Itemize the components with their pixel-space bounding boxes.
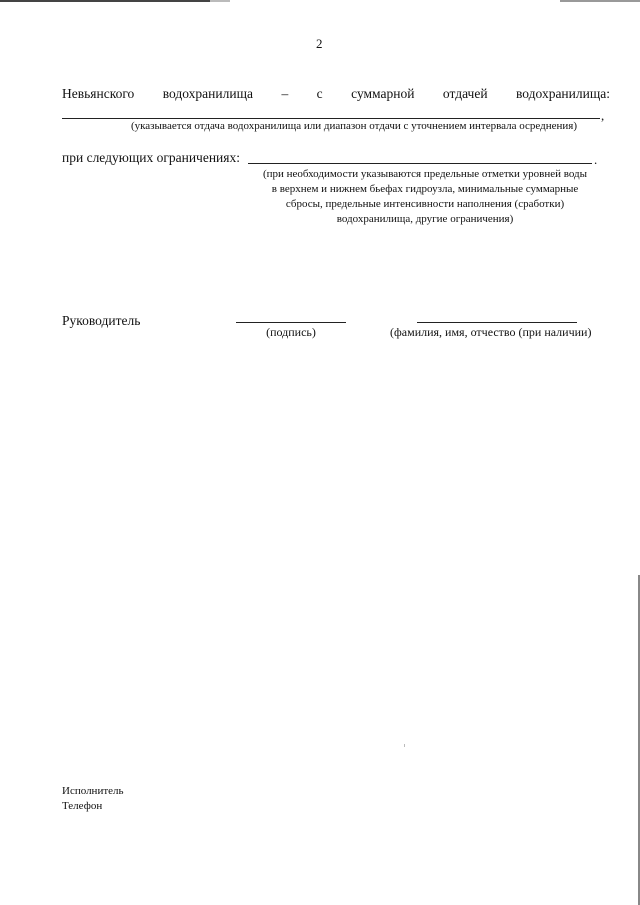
reservoir-output-line <box>62 86 610 106</box>
limits-hint-line: водохранилища, другие ограничения) <box>336 213 514 225</box>
limits-period: . <box>594 152 598 167</box>
output-comma: , <box>601 108 605 123</box>
name-line[interactable] <box>417 322 577 323</box>
limits-hint-line: сбросы, предельные интенсивности наполнения (сработки) <box>285 198 565 210</box>
reservoir-word: с <box>316 86 323 101</box>
limits-fill-line[interactable] <box>248 163 592 164</box>
limits-hint-line: в верхнем и нижнем бьефах гидроузла, минимальные суммарные <box>271 183 579 195</box>
scan-speck <box>404 744 405 747</box>
executor-block <box>62 784 124 814</box>
output-fill-line[interactable] <box>62 118 600 119</box>
signature-line[interactable] <box>236 322 346 323</box>
reservoir-word: суммарной <box>351 86 415 101</box>
limits-label: при следующих ограничениях: <box>62 150 240 165</box>
name-caption: (фамилия, имя, отчество (при наличии) <box>390 325 592 339</box>
reservoir-word: водохранилища <box>162 86 253 101</box>
phone-label: Телефон <box>62 800 103 812</box>
reservoir-word: Невьянского <box>62 86 135 101</box>
reservoir-word: – <box>281 86 289 101</box>
signature-caption: (подпись) <box>266 325 316 339</box>
head-label: Руководитель <box>62 313 141 328</box>
output-hint: (указывается отдача водохранилища или диапазон отдачи с уточнением интервала осреднения) <box>130 120 578 132</box>
scan-top-edge <box>0 0 640 2</box>
reservoir-word: отдачей <box>442 86 488 101</box>
limits-hint-line: (при необходимости указываются предельные отметки уровней воды <box>262 168 588 180</box>
reservoir-word: водохранилища: <box>516 86 610 101</box>
page-number: 2 <box>316 36 323 51</box>
executor-label: Исполнитель <box>62 785 124 797</box>
limits-hint <box>248 167 602 227</box>
